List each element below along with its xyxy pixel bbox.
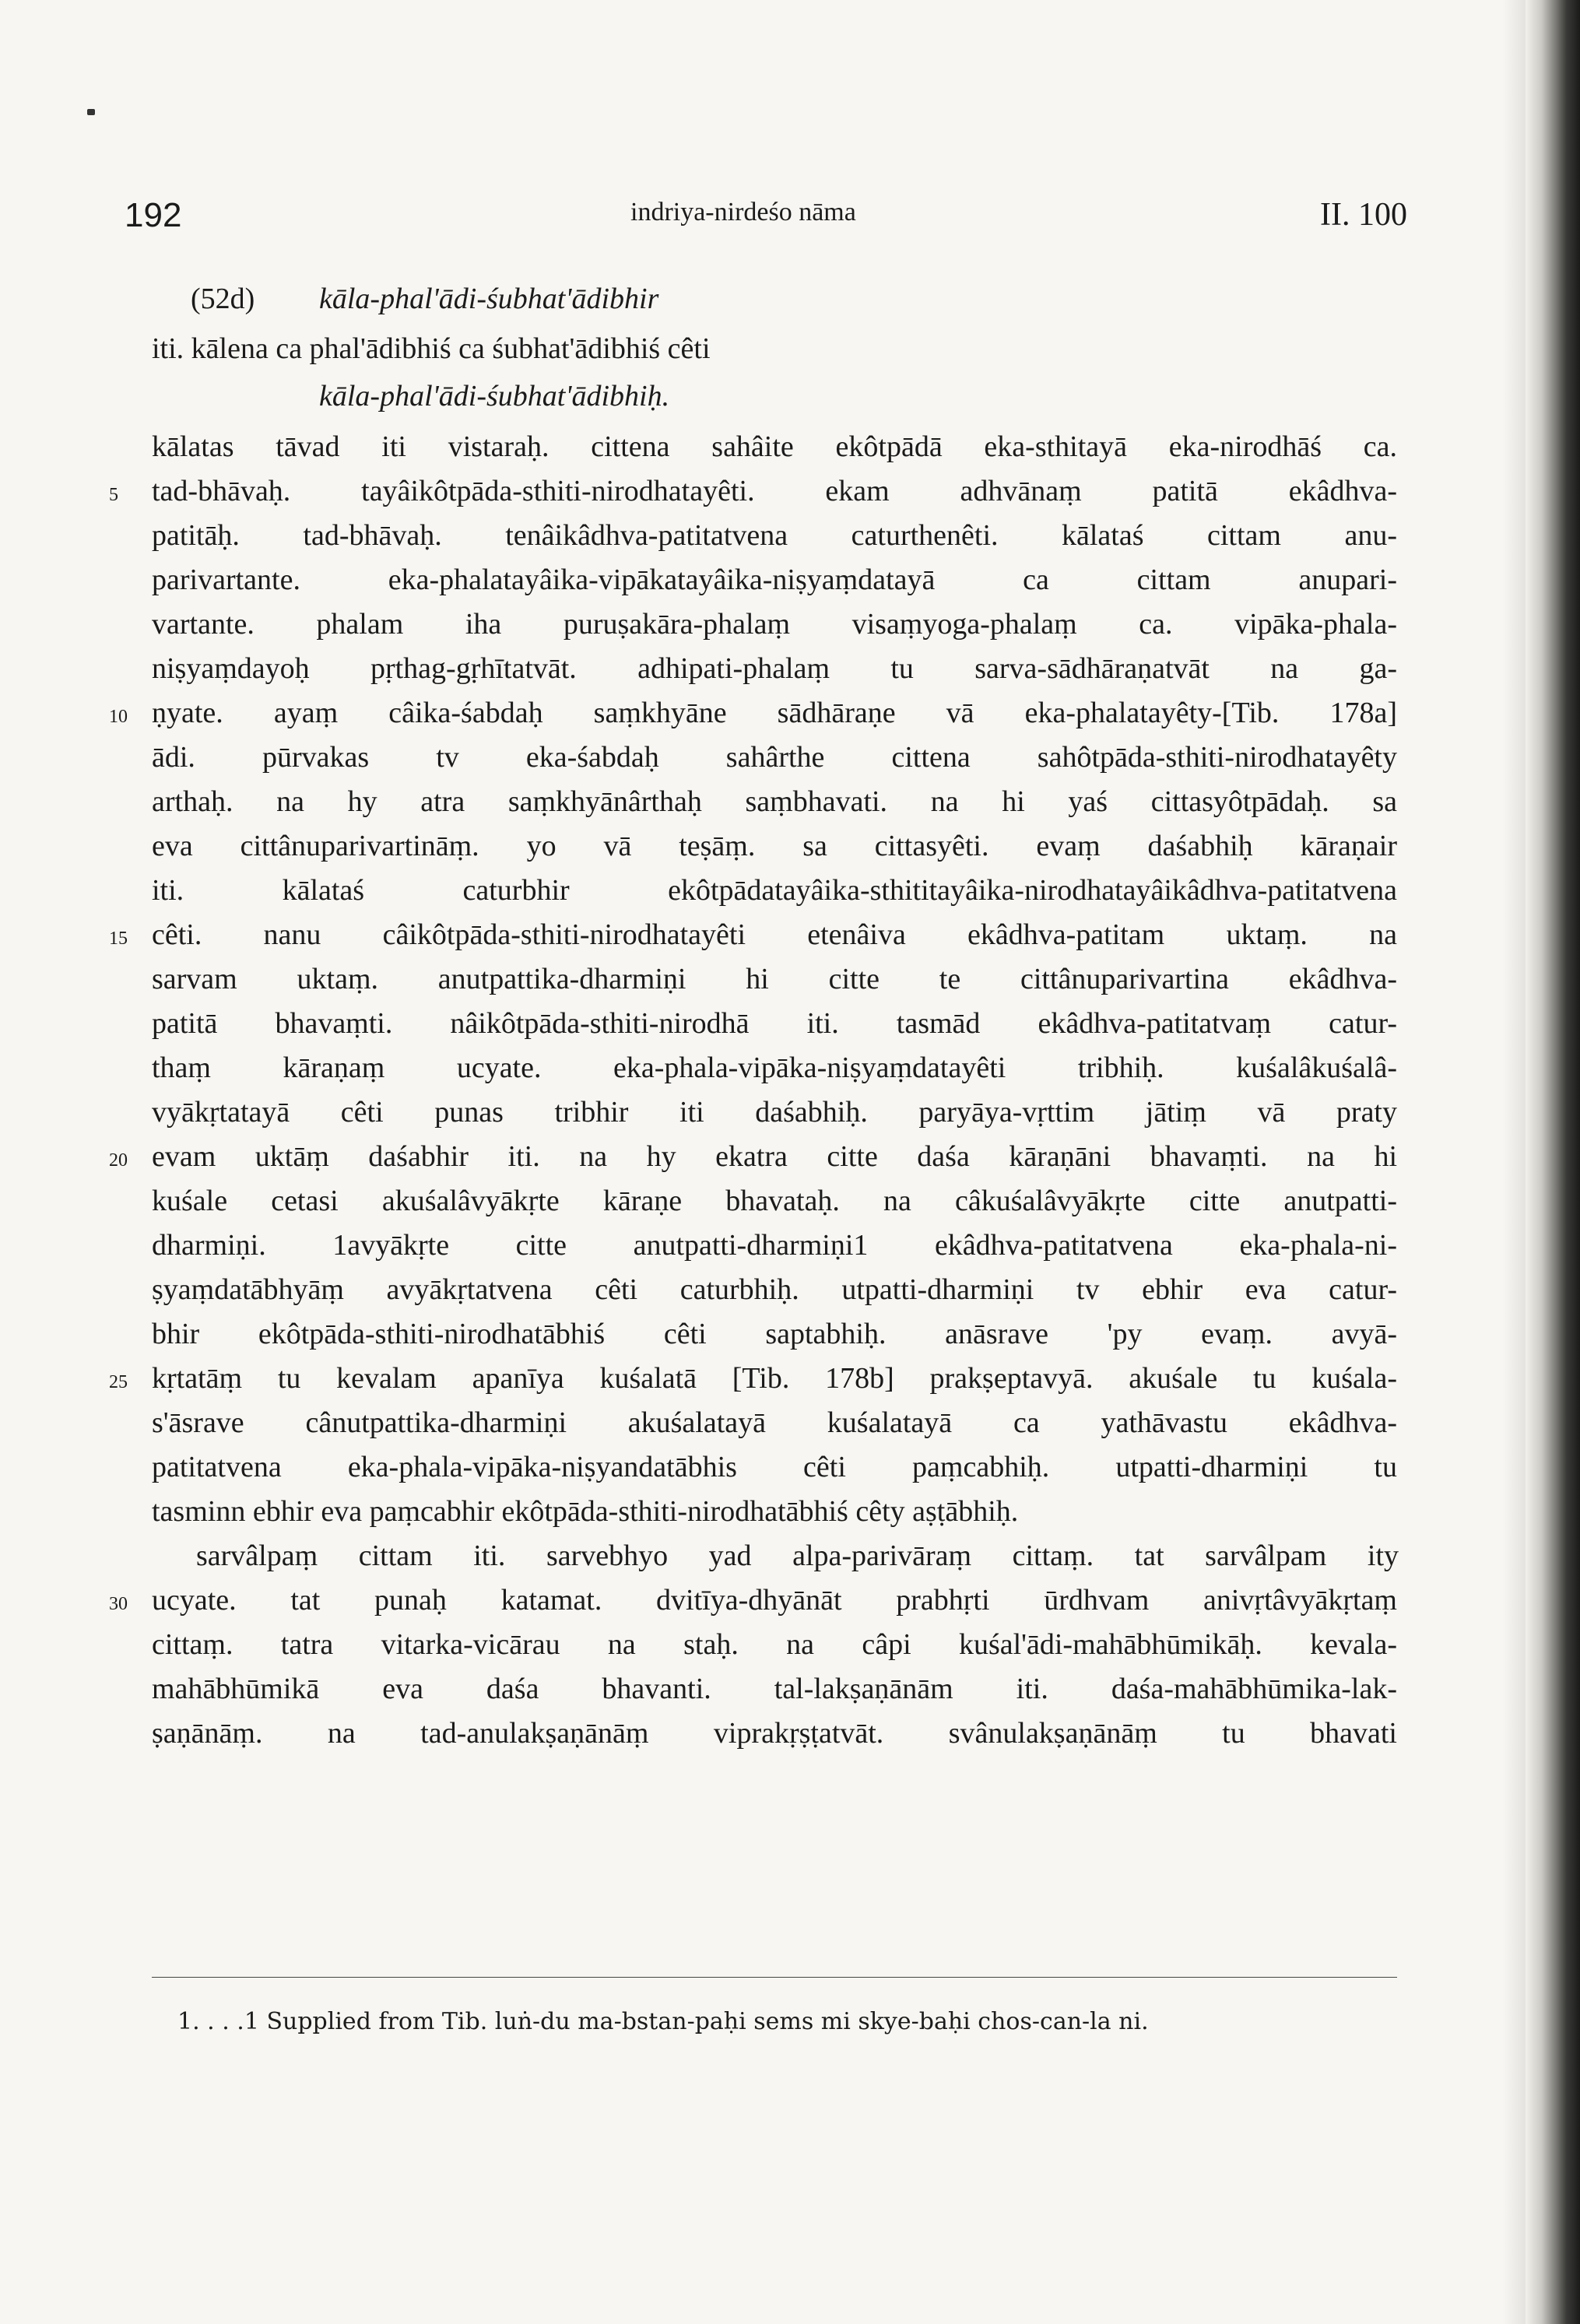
text-line: s'āsrave cânutpattika-dharmiṇi akuśalatayā kuśalatayā ca yathāvastu ekâdhva- [152, 1406, 1397, 1439]
text-line: kuśale cetasi akuśalâvyākṛte kāraṇe bhavataḥ. na câkuśalâvyākṛte citte anutpatti- [152, 1185, 1397, 1217]
book-binding-edge [1526, 0, 1580, 2324]
text-line: patitā bhavaṃti. nâikôtpāda-sthiti-nirodhā iti. tasmād ekâdhva-patitatvaṃ catur- [152, 1007, 1397, 1040]
text-line: iti. kālataś caturbhir ekôtpādatayâika-sthititayâika-nirodhatayâikâdhva-patitatvena [152, 874, 1397, 907]
footnote-rule [152, 1977, 1397, 1978]
line-number: 30 [109, 1594, 128, 1614]
verse-line-2: iti. kālena ca phal'ādibhiś ca śubhat'ādibhiś cêti [152, 332, 711, 365]
section-reference: II. 100 [1320, 197, 1407, 233]
text-line: ṣyaṃdatābhyāṃ avyākṛtatvena cêti caturbhiḥ. utpatti-dharmiṇi tv ebhir eva catur- [152, 1273, 1397, 1306]
text-line: ṣaṇānāṃ. na tad-anulakṣaṇānāṃ viprakṛṣṭatvāt. svânulakṣaṇānāṃ tu bhavati [152, 1717, 1397, 1750]
text-line: cêti. nanu câikôtpāda-sthiti-nirodhatayêti etenâiva ekâdhva-patitam uktaṃ. na [152, 918, 1397, 951]
text-line: ṇyate. ayaṃ câika-śabdaḥ saṃkhyāne sādhāraṇe vā eka-phalatayêty-[Tib. 178a] [152, 697, 1397, 729]
footnote: 1. . . .1 Supplied from Tib. luṅ-du ma-bstan-paḥi sems mi skye-baḥi chos-can-la ni. [177, 2008, 1149, 2035]
text-line: tad-bhāvaḥ. tayâikôtpāda-sthiti-nirodhatayêti. ekam adhvānaṃ patitā ekâdhva- [152, 475, 1397, 507]
binding-shadow [1502, 0, 1526, 2324]
text-line: evam uktāṃ daśabhir iti. na hy ekatra citte daśa kāraṇāni bhavaṃti. na hi [152, 1140, 1397, 1173]
text-line: arthaḥ. na hy atra saṃkhyānârthaḥ saṃbhavati. na hi yaś cittasyôtpādaḥ. sa [152, 785, 1397, 818]
text-line: parivartante. eka-phalatayâika-vipākatayâika-niṣyaṃdatayā ca cittam anupari- [152, 563, 1397, 596]
text-line: cittaṃ. tatra vitarka-vicārau na staḥ. na câpi kuśal'ādi-mahābhūmikāḥ. kevala- [152, 1628, 1397, 1661]
running-title: indriya-nirdeśo nāma [630, 198, 856, 226]
text-line: ucyate. tat punaḥ katamat. dvitīya-dhyānāt prabhṛti ūrdhvam anivṛtâvyākṛtaṃ [152, 1584, 1397, 1617]
text-line: dharmiṇi. 1avyākṛte citte anutpatti-dharmiṇi1 ekâdhva-patitatvena eka-phala-ni- [152, 1229, 1397, 1262]
text-line: mahābhūmikā eva daśa bhavanti. tal-lakṣaṇānām iti. daśa-mahābhūmika-lak- [152, 1673, 1397, 1705]
line-number: 20 [109, 1150, 128, 1171]
text-line: ādi. pūrvakas tv eka-śabdaḥ sahârthe cittena sahôtpāda-sthiti-nirodhatayêty [152, 741, 1397, 774]
line-number: 25 [109, 1372, 128, 1392]
text-line: kṛtatāṃ tu kevalam apanīya kuśalatā [Tib. 178b] prakṣeptavyā. akuśale tu kuśala- [152, 1362, 1397, 1395]
page-header [0, 196, 1580, 243]
line-number: 5 [109, 485, 118, 505]
text-line: sarvâlpaṃ cittam iti. sarvebhyo yad alpa-parivāraṃ cittaṃ. tat sarvâlpam ity [196, 1539, 1399, 1572]
text-line: kālatas tāvad iti vistaraḥ. cittena sahâite ekôtpādā eka-sthitayā eka-nirodhāś ca. [152, 430, 1397, 463]
text-line: niṣyaṃdayoḥ pṛthag-gṛhītatvāt. adhipati-phalaṃ tu sarva-sādhāraṇatvāt na ga- [152, 652, 1397, 685]
verse-line-3: kāla-phal'ādi-śubhat'ādibhiḥ. [319, 380, 670, 412]
text-line: patitatvena eka-phala-vipāka-niṣyandatābhis cêti paṃcabhiḥ. utpatti-dharmiṇi tu [152, 1451, 1397, 1483]
ink-speck [87, 109, 95, 115]
text-line: vyākṛtatayā cêti punas tribhir iti daśabhiḥ. paryāya-vṛttim jātiṃ vā praty [152, 1096, 1397, 1129]
verse-line-1: kāla-phal'ādi-śubhat'ādibhir [319, 283, 659, 315]
page-number: 192 [125, 196, 182, 234]
text-line: tasminn ebhir eva paṃcabhir ekôtpāda-sthiti-nirodhatābhiś cêty aṣṭābhiḥ. [152, 1495, 1019, 1528]
text-line: sarvam uktaṃ. anutpattika-dharmiṇi hi citte te cittânuparivartina ekâdhva- [152, 963, 1397, 995]
line-number: 15 [109, 929, 128, 949]
text-line: eva cittânuparivartināṃ. yo vā teṣāṃ. sa cittasyêti. evaṃ daśabhiḥ kāraṇair [152, 830, 1397, 862]
verse-label: (52d) [191, 283, 255, 315]
text-line: vartante. phalam iha puruṣakāra-phalaṃ visaṃyoga-phalaṃ ca. vipāka-phala- [152, 608, 1397, 641]
text-line: bhir ekôtpāda-sthiti-nirodhatābhiś cêti saptabhiḥ. anāsrave 'py evaṃ. avyā- [152, 1318, 1397, 1350]
line-number: 10 [109, 707, 128, 727]
text-line: patitāḥ. tad-bhāvaḥ. tenâikâdhva-patitatvena caturthenêti. kālataś cittam anu- [152, 519, 1397, 552]
text-line: thaṃ kāraṇaṃ ucyate. eka-phala-vipāka-niṣyaṃdatayêti tribhiḥ. kuśalâkuśalâ- [152, 1051, 1397, 1084]
